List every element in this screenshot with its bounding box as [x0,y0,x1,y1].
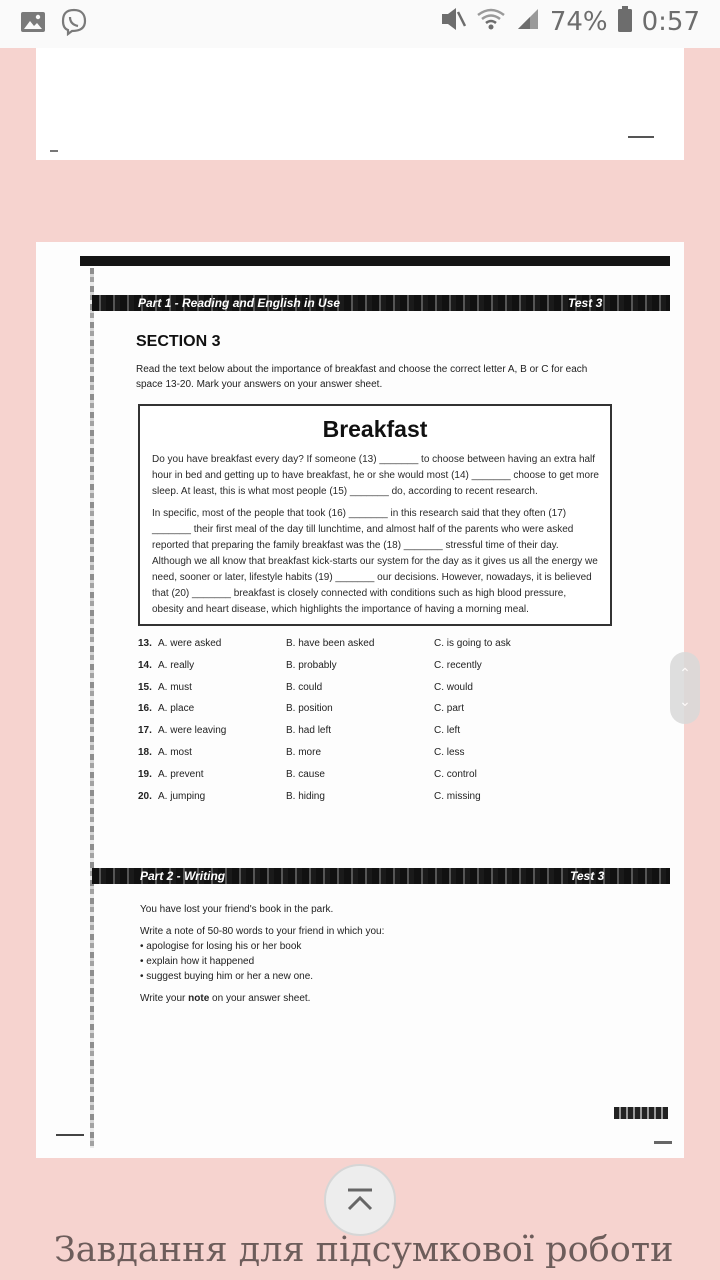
part1-band [92,295,670,311]
option-b: B. position [286,703,333,715]
writing-task [140,903,560,1006]
test-label: Test 3 [570,869,605,883]
question-number: 19. [138,768,152,780]
scan-mark [56,1134,84,1136]
option-b: B. have been asked [286,638,375,649]
scan-edge [90,268,94,1148]
option-a: A. jumping [158,790,206,802]
signal-icon [516,7,540,36]
option-row [138,743,578,765]
option-c: C. left [434,725,461,737]
option-c: C. is going to ask [434,638,511,649]
option-c: C. control [434,768,477,780]
writing-prompt: You have lost your friend's book in the park. [140,904,334,915]
test-label: Test 3 [568,296,603,310]
chevron-down-icon[interactable]: ⌄ [679,693,691,709]
scroll-to-top-button[interactable] [324,1164,396,1236]
option-a: A. really [158,659,195,671]
answer-sheet-note: Write your note on your answer sheet. [140,993,311,1004]
question-number: 18. [138,746,152,758]
bullet-item: • explain how it happened [140,954,560,969]
page-number-mark [614,1107,668,1119]
gallery-icon [20,10,46,39]
option-row [138,765,578,787]
bullet-item: • suggest buying him or her a new one. [140,969,560,984]
option-c: C. would [434,681,473,693]
battery-icon [618,6,632,37]
instruction-text: Read the text below about the importance of breakfast and choose the correct letter A, B or C for each space 13-20. Mark your answers on your answer sheet. [136,364,588,390]
part1-label: Part 1 - Reading and English in Use [138,296,341,310]
question-number: 13. [138,638,152,649]
option-c: C. missing [434,790,481,802]
battery-percent: 74% [549,6,608,37]
writing-instruction: Write a note of 50-80 words to your friend in which you: [140,926,385,937]
clock: 0:57 [641,6,700,37]
question-number: 14. [138,659,152,671]
scan-mark [654,1141,672,1144]
option-row [138,634,578,656]
option-a: A. most [158,746,192,758]
option-a: A. place [158,703,195,715]
question-number: 16. [138,703,152,715]
chevron-up-icon[interactable]: ⌃ [679,665,691,681]
bullet-item: • apologise for losing his or her book [140,939,560,954]
question-number: 17. [138,725,152,737]
option-c: C. less [434,746,465,758]
header-rule [80,256,670,266]
option-row [138,721,578,743]
text-title: Breakfast [322,416,428,442]
option-c: C. part [434,703,465,715]
page-scroll-control[interactable] [670,652,700,724]
option-c: C. recently [434,659,482,671]
option-row [138,656,578,678]
part2-band [92,868,670,884]
question-number: 20. [138,790,152,802]
option-a: A. must [158,681,192,693]
option-b: B. had left [286,725,332,737]
scan-mark [50,150,58,152]
option-b: B. probably [286,659,337,671]
option-b: B. hiding [286,790,325,802]
task-bullets [140,939,560,984]
option-row [138,787,578,809]
option-b: B. could [286,681,323,693]
option-a: A. were leaving [158,725,227,737]
scan-mark [628,136,654,138]
option-row [138,678,578,700]
previous-page [36,48,684,160]
option-b: B. more [286,746,322,758]
option-b: B. cause [286,768,325,780]
viber-icon [60,8,88,41]
status-bar [0,0,720,48]
reading-text-box [138,404,612,626]
section-title: SECTION 3 [136,333,221,350]
option-a: A. prevent [158,768,204,780]
paragraph-2: In specific, most of the people that took (16) _______ in this research said that they often (17) _______ their first meal of the day till lunchtime, and almost half of the parents who were asked reported that preparing the family breakfast was the (18) _______ stressful time of their day. Although we all know that breakfast kick-starts our system for the day as it gives us all the energy we need, sooner or later, lifestyle habits (19) _______ our decisions. However, nowadays, it is believed that (20) _______ breakfast is closely connected with conditions such as high blood pressure, obesity and heart disease, which highlights the importance of having a morning meal. [152,508,598,615]
option-row [138,699,578,721]
option-a: A. were asked [158,638,222,649]
paragraph-1: Do you have breakfast every day? If someone (13) _______ to choose between having an extra half hour in bed and getting up to have breakfast, he or she would most (14) _______ choose to get more sleep. At least, this is what most people (15) _______ do, according to recent research. [152,454,599,497]
page-title: Завдання для підсумкової роботи [54,1230,674,1270]
document-page[interactable] [36,242,684,1158]
scroll-top-icon [343,1185,377,1215]
question-number: 15. [138,681,152,693]
answer-options [138,634,578,808]
part2-label: Part 2 - Writing [140,869,226,883]
mute-icon [440,6,466,37]
wifi-icon [476,7,506,36]
